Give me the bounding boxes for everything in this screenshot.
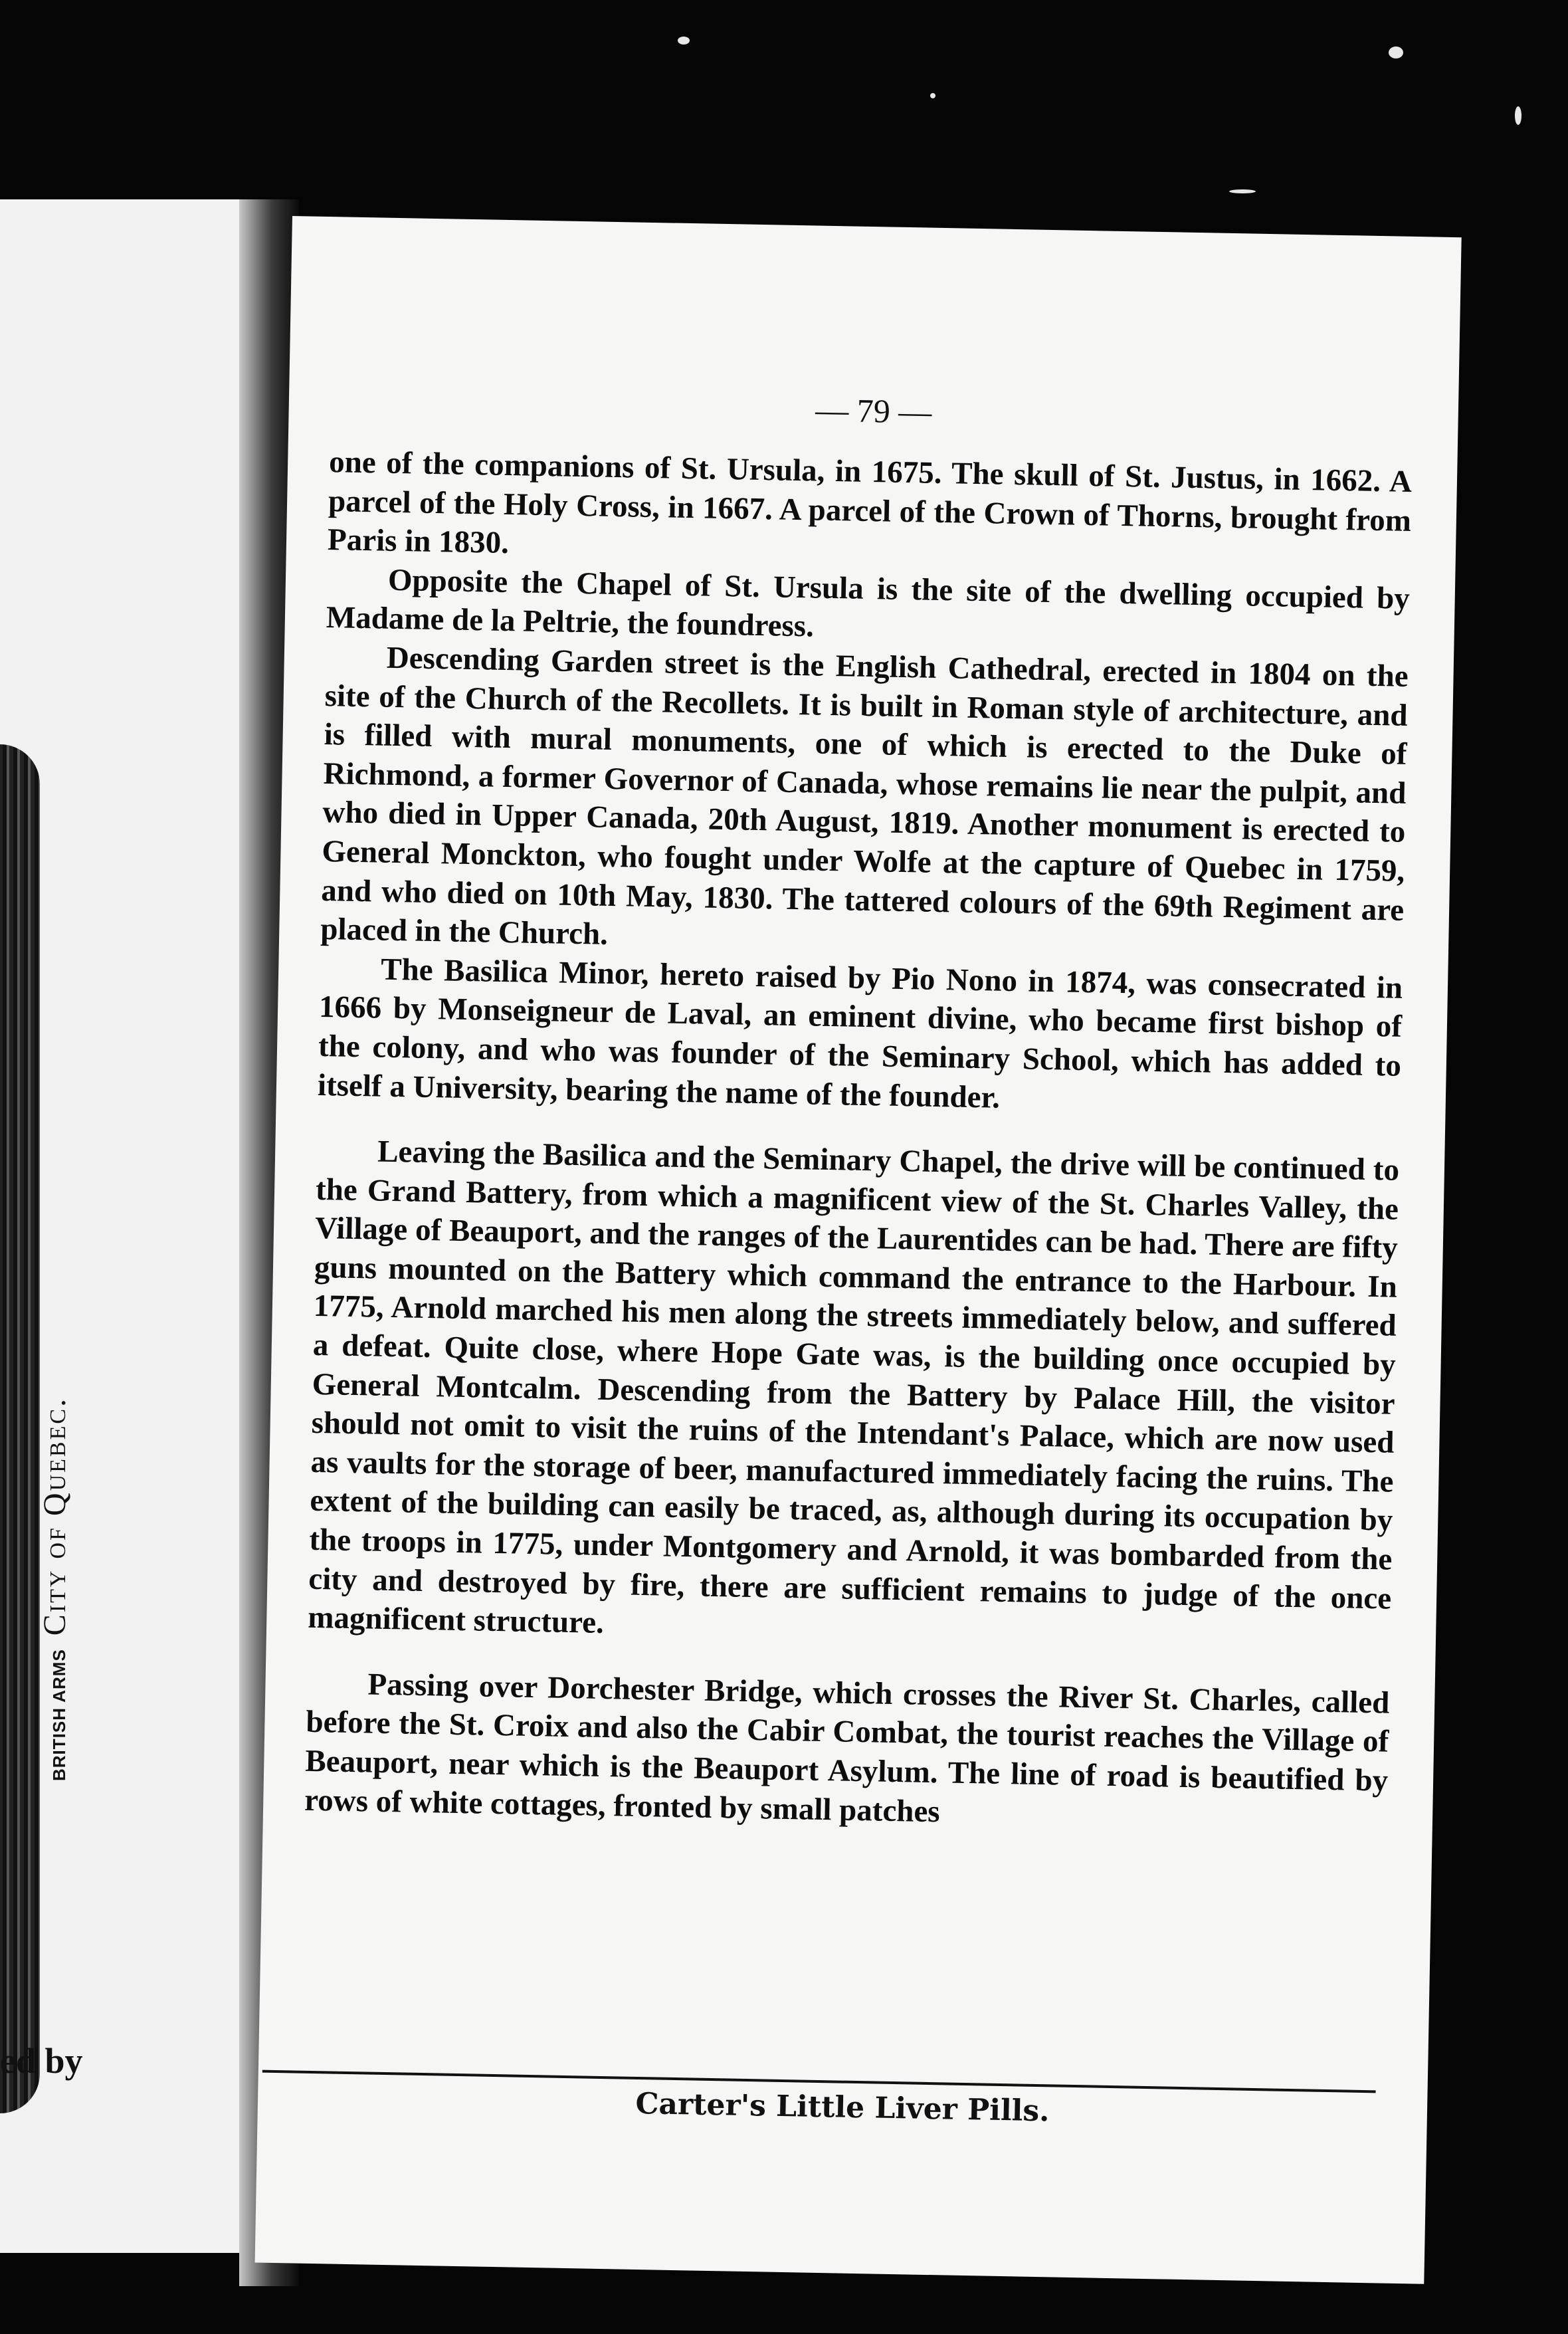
dust-speck	[1389, 47, 1403, 58]
page-body	[304, 443, 1413, 1840]
illustration-caption	[37, 1397, 73, 1781]
caption-city: City of Quebec.	[37, 1396, 72, 1636]
dust-speck	[678, 37, 690, 45]
paragraph: Opposite the Chapel of St. Ursula is the site of the dwelling occupied by Madame de la Peltrie, the foundress.	[326, 562, 1411, 644]
page-number: — 79 —	[815, 391, 932, 431]
book-page	[255, 216, 1462, 2284]
previous-page-text-fragment: ed by	[0, 2041, 83, 2081]
engraving-illustration	[0, 744, 40, 2113]
footer-advertisement: Carter's Little Liver Pills.	[635, 2086, 1050, 2129]
caption-arms: BRITISH ARMS	[49, 1649, 69, 1781]
dust-speck	[1229, 189, 1256, 193]
paragraph: The Basilica Minor, hereto raised by Pio Nono in 1874, was consecrated in 1666 by Monseigneur de Laval, an eminent divine, who became first bishop of the colony, and who was founder of the Seminary School, which has added to itself a University, bearing the name of the founder.	[317, 952, 1403, 1115]
paragraph: Descending Garden street is the English Cathedral, erected in 1804 on the site of the Church of the Recollets. It is built in Roman style of architecture, and is filled with mural monuments, one of which is erected to the Duke of Richmond, a former Governor of Canada, whose remains lie near the pulpit, and who died in Upper Canada, 20th August, 1819. Another monument is erected to General Monckton, who fought under Wolfe at the capture of Quebec in 1759, and who died on 10th May, 1830. The tattered colours of the 69th Regiment are placed in the Church.	[320, 640, 1409, 952]
previous-page	[0, 199, 279, 2253]
dust-speck	[930, 93, 935, 98]
dust-speck	[1515, 106, 1521, 125]
paragraph: Leaving the Basilica and the Seminary Chapel, the drive will be continued to the Grand Battery, from which a magnificent view of the St. Charles Valley, the Village of Beauport, and the ranges of the Laurentides can be had. There are fifty guns mounted on the Battery which command the entrance to the Harbour. In 1775, Arnold marched his men along the streets immediately below, and suffered a defeat. Quite close, where Hope Gate was, is the building once occupied by General Montcalm. Descending from the Battery by Palace Hill, the visitor should not omit to visit the ruins of the Intendant's Palace, which are now used as vaults for the storage of beer, manufactured immediately facing the ruins. The extent of the building can easily be traced, as, although during its occupation by the troops in 1775, under Montgomery and Arnold, it was bombarded from the city and destroyed by fire, there are sufficient remains to judge of the once magnificent structure.	[307, 1134, 1400, 1641]
paragraph: one of the companions of St. Ursula, in 1675. The skull of St. Justus, in 1662. A parcel of the Holy Cross, in 1667. A parcel of the Crown of Thorns, brought from Paris in 1830.	[327, 445, 1413, 561]
paragraph: Passing over Dorchester Bridge, which crosses the River St. Charles, called before the St. Croix and also the Cabir Combat, the tourist reaches the Village of Beauport, near which is the Beauport Asylum. The line of road is beautified by rows of white cottages, fronted by small patches	[304, 1667, 1390, 1829]
